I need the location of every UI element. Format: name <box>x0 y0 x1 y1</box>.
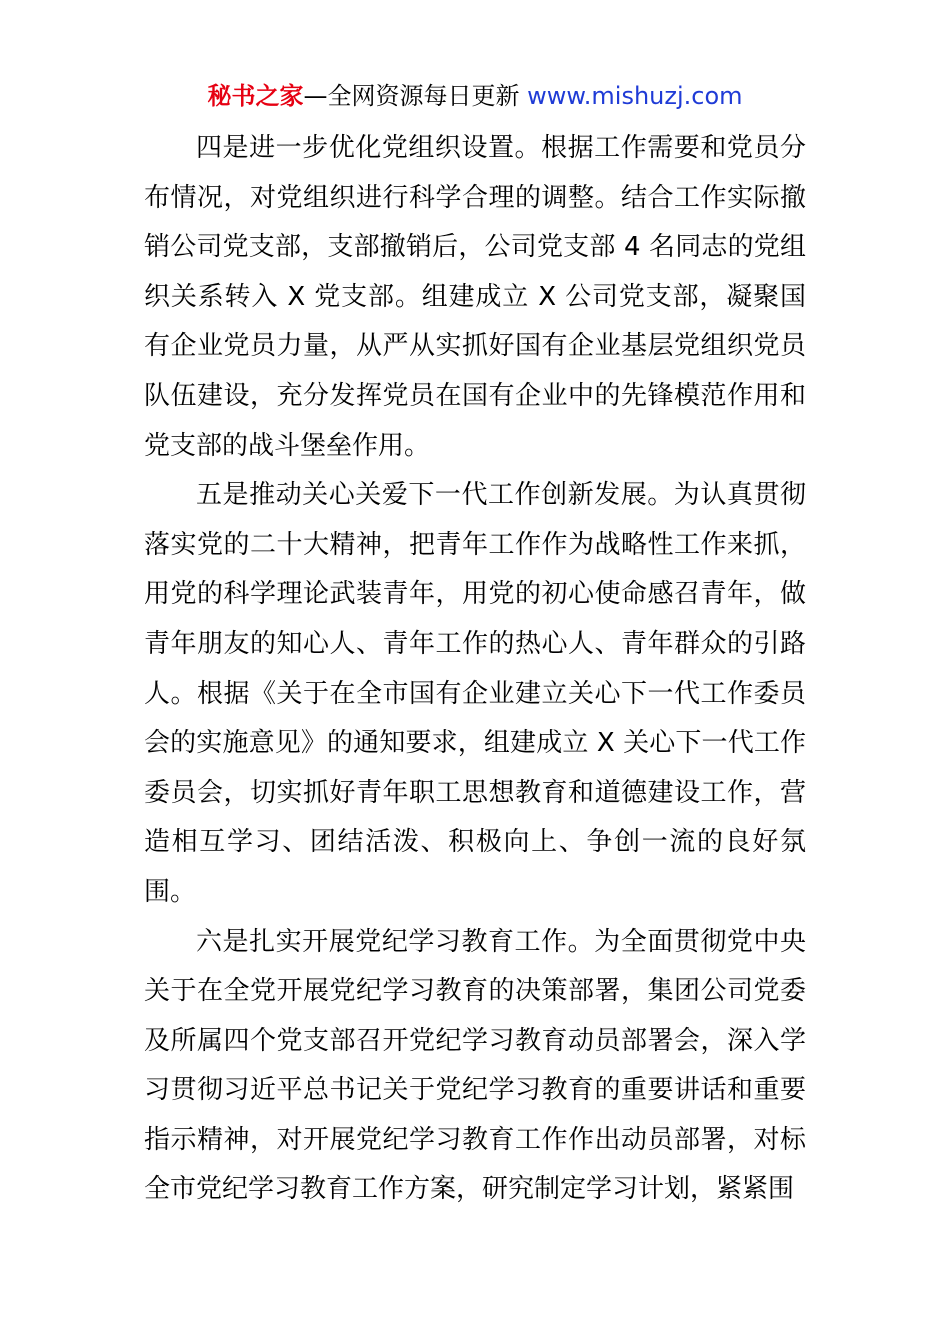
site-tagline: —全网资源每日更新 <box>303 82 528 110</box>
site-url-link[interactable]: www.mishuzj.com <box>527 82 743 110</box>
paragraph-6: 六是扎实开展党纪学习教育工作。为全面贯彻党中央关于在全党开展党纪学习教育的决策部署，集团公司党委及所属四个党支部召开党纪学习教育动员部署会，深入学习贯彻习近平总书记关于党纪学习教育的重要讲话和重要指示精神，对开展党纪学习教育工作作出动员部署，对标全市党纪学习教育工作方案，研究制定学习计划，紧紧围 <box>144 926 806 1205</box>
paragraph-4: 四是进一步优化党组织设置。根据工作需要和党员分布情况，对党组织进行科学合理的调整。结合工作实际撤销公司党支部，支部撤销后，公司党支部 4 名同志的党组织关系转入 X 党支部。组建成立 X 公司党支部，凝聚国有企业党员力量，从严从实抓好国有企业基层党组织党员队伍建设，充分发挥党员在国有企业中的先锋模范作用和党支部的战斗堡垒作用。 <box>144 133 806 461</box>
site-brand: 秘书之家 <box>207 82 304 110</box>
document-body <box>144 124 806 1215</box>
paragraph-5: 五是推动关心关爱下一代工作创新发展。为认真贯彻落实党的二十大精神，把青年工作作为战略性工作来抓，用党的科学理论武装青年，用党的初心使命感召青年，做青年朋友的知心人、青年工作的热心人、青年群众的引路人。根据《关于在全市国有企业建立关心下一代工作委员会的实施意见》的通知要求，组建成立 X 关心下一代工作委员会，切实抓好青年职工思想教育和道德建设工作，营造相互学习、团结活泼、积极向上、争创一流的良好氛围。 <box>144 480 806 907</box>
site-header <box>0 80 950 112</box>
